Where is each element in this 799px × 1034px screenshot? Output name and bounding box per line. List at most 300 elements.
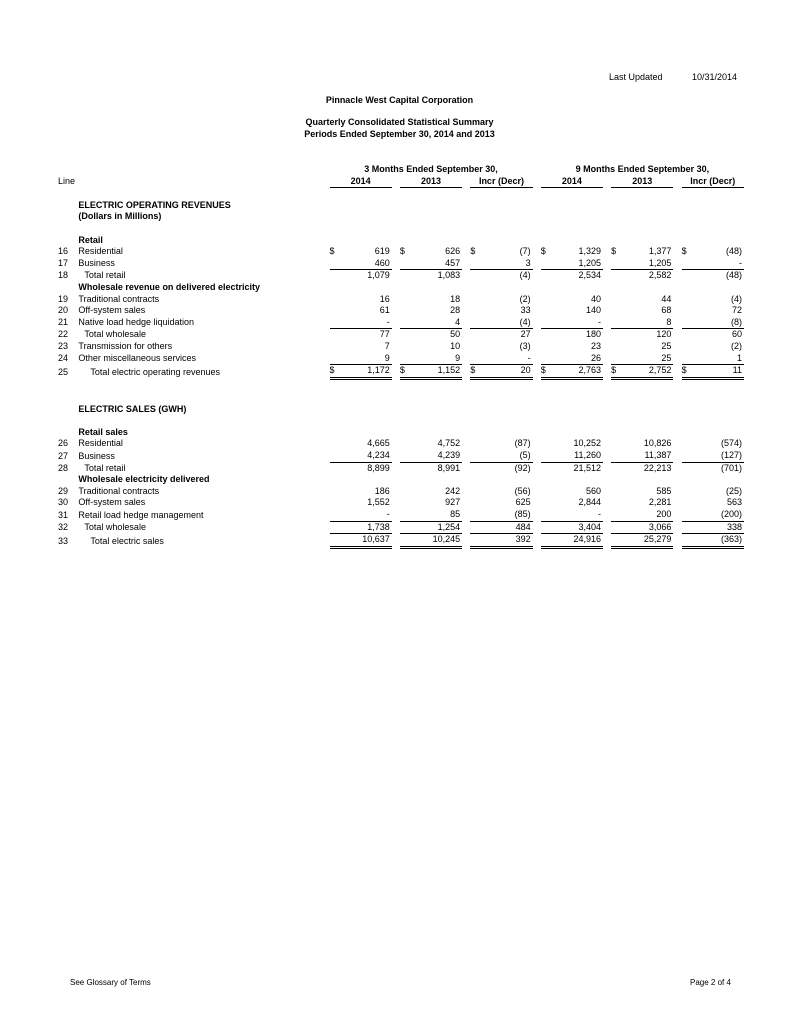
currency-sign: [400, 497, 410, 509]
cell-value: (2): [519, 293, 531, 304]
row-label: Total electric operating revenues: [90, 366, 220, 377]
cell-value: 180: [585, 329, 601, 340]
line-number: 27: [58, 450, 69, 461]
cell-value: 560: [585, 485, 601, 496]
wholesale-heading: Wholesale revenue on delivered electricity: [78, 281, 260, 292]
currency-sign: $: [329, 246, 335, 257]
cell-value: (48): [725, 270, 742, 281]
line-number: 26: [58, 438, 69, 449]
currency-sign: [400, 450, 410, 462]
cell-value: 585: [656, 485, 672, 496]
cell-value: (574): [720, 438, 742, 449]
cell-value: (4): [481, 317, 533, 329]
cell-value: -: [340, 317, 392, 329]
row-label: Total wholesale: [84, 329, 146, 340]
last-updated-label: Last Updated: [609, 72, 663, 82]
currency-sign: [541, 258, 551, 270]
currency-sign: [330, 270, 340, 282]
cell-value: (92): [514, 462, 531, 473]
line-number: 31: [58, 509, 69, 520]
currency-sign: [330, 438, 340, 450]
cell-value: -: [481, 353, 533, 365]
cell-value: 4,239: [410, 450, 462, 462]
currency-sign: [330, 353, 340, 365]
cell-value: 338: [692, 521, 744, 534]
sales-retail-rows: [58, 438, 744, 474]
cell-value: 1,079: [367, 270, 390, 281]
table-row: [58, 258, 744, 270]
cell-value: 33: [520, 305, 531, 316]
currency-sign: [611, 341, 621, 353]
line-number: 19: [58, 293, 69, 304]
line-number: 30: [58, 497, 69, 508]
cell-value: 44: [661, 293, 672, 304]
cell-value: 22,213: [643, 462, 672, 473]
line-number: 18: [58, 270, 69, 281]
cell-value: 11: [692, 365, 744, 379]
cell-value: 11,387: [621, 450, 673, 462]
currency-sign: [541, 438, 551, 450]
currency-sign: [330, 509, 340, 521]
retail-heading: Retail: [78, 234, 103, 245]
col-9m-2014: 2014: [541, 176, 603, 188]
currency-sign: [330, 486, 340, 498]
line-number: 23: [58, 340, 69, 351]
cell-value: 25: [661, 340, 672, 351]
cell-value: 18: [450, 293, 461, 304]
cell-value: 25,279: [621, 534, 673, 548]
cell-value: 1,738: [340, 521, 392, 534]
glossary-note: See Glossary of Terms: [70, 978, 151, 987]
cell-value: 9: [410, 353, 462, 365]
cell-value: (200): [692, 509, 744, 521]
cell-value: 23: [590, 340, 601, 351]
cell-value: -: [551, 317, 603, 329]
currency-sign: [470, 270, 480, 282]
company-title: Pinnacle West Capital Corporation: [325, 95, 474, 105]
row-label: Total retail: [84, 462, 126, 473]
currency-sign: [611, 486, 621, 498]
cell-value: 2,844: [578, 497, 601, 508]
currency-sign: [541, 509, 551, 521]
revenue-wholesale-rows: [58, 294, 744, 379]
currency-sign: [682, 497, 692, 509]
currency-sign: $: [541, 365, 551, 379]
currency-sign: [330, 341, 340, 353]
table-row: [58, 534, 744, 548]
currency-sign: [470, 450, 480, 462]
currency-sign: [611, 462, 621, 474]
cell-value: 1,254: [410, 521, 462, 534]
currency-sign: [330, 294, 340, 306]
row-label: Residential: [78, 246, 123, 257]
currency-sign: [400, 305, 410, 317]
currency-sign: [541, 270, 551, 282]
currency-sign: [611, 497, 621, 509]
currency-sign: [400, 317, 410, 329]
col-3m-2013: 2013: [400, 176, 462, 188]
cell-value: 1,377: [648, 246, 672, 257]
cell-value: 1,172: [340, 365, 392, 379]
currency-sign: [682, 462, 692, 474]
currency-sign: [682, 317, 692, 329]
page-number: Page 2 of 4: [690, 978, 731, 987]
line-number: 28: [58, 462, 69, 473]
currency-sign: [541, 317, 551, 329]
cell-value: 10,826: [643, 438, 672, 449]
table-row: [58, 486, 744, 498]
currency-sign: [330, 305, 340, 317]
cell-value: (127): [692, 450, 744, 462]
cell-value: 1,083: [437, 270, 461, 281]
cell-value: (5): [481, 450, 533, 462]
row-label: Business: [78, 450, 115, 461]
line-number: 33: [58, 535, 69, 546]
row-label: Traditional contracts: [78, 485, 160, 496]
cell-value: 460: [340, 258, 392, 270]
cell-value: 4,665: [367, 438, 390, 449]
currency-sign: [400, 521, 410, 534]
currency-sign: [611, 521, 621, 534]
cell-value: 2,752: [621, 365, 673, 379]
table-row: [58, 438, 744, 450]
statistics-table: [58, 164, 744, 549]
currency-sign: [541, 497, 551, 509]
currency-sign: [682, 450, 692, 462]
currency-sign: [330, 317, 340, 329]
line-number: 22: [58, 329, 69, 340]
cell-value: 10,637: [340, 534, 392, 548]
currency-sign: [470, 509, 480, 521]
cell-value: 20: [481, 365, 533, 379]
currency-sign: [611, 509, 621, 521]
cell-value: 1: [692, 353, 744, 365]
currency-sign: [330, 521, 340, 534]
column-group-header: [58, 164, 744, 176]
currency-sign: [400, 258, 410, 270]
currency-sign: [682, 258, 692, 270]
currency-sign: [470, 438, 480, 450]
cell-value: 4,234: [340, 450, 392, 462]
line-number: 32: [58, 522, 69, 533]
cell-value: 186: [374, 485, 390, 496]
currency-sign: [400, 438, 410, 450]
cell-value: 4: [410, 317, 462, 329]
line-number: 24: [58, 353, 69, 363]
table-row: [58, 450, 744, 462]
table-row: [58, 462, 744, 474]
cell-value: (8): [692, 317, 744, 329]
col-9m-2013: 2013: [611, 176, 673, 188]
cell-value: (87): [514, 438, 531, 449]
cell-value: 242: [445, 485, 461, 496]
line-number: 20: [58, 305, 69, 316]
currency-sign: [682, 294, 692, 306]
currency-sign: $: [330, 365, 340, 379]
sales-heading: ELECTRIC SALES (GWH): [78, 403, 187, 414]
currency-sign: [541, 534, 551, 548]
line-header: Line: [58, 176, 76, 187]
currency-sign: [400, 294, 410, 306]
line-number: 17: [58, 258, 69, 269]
currency-sign: [470, 305, 480, 317]
currency-sign: [470, 353, 480, 365]
cell-value: 72: [731, 305, 742, 316]
row-label: Native load hedge liquidation: [78, 317, 194, 328]
cell-value: 21,512: [573, 462, 601, 473]
currency-sign: [611, 353, 621, 365]
currency-sign: [330, 329, 340, 341]
currency-sign: [470, 341, 480, 353]
currency-sign: [541, 521, 551, 534]
currency-sign: [400, 341, 410, 353]
table-row: [58, 329, 744, 341]
cell-value: 27: [520, 329, 531, 340]
cell-value: 484: [481, 521, 533, 534]
cell-value: 625: [515, 497, 531, 508]
cell-value: 61: [379, 305, 390, 316]
currency-sign: $: [611, 365, 621, 379]
currency-sign: [611, 305, 621, 317]
cell-value: 3,404: [551, 521, 603, 534]
cell-value: 60: [731, 329, 742, 340]
currency-sign: [541, 294, 551, 306]
currency-sign: $: [611, 246, 617, 257]
col-9m-incr: Incr (Decr): [682, 176, 744, 188]
currency-sign: [611, 317, 621, 329]
cell-value: (7): [519, 246, 531, 257]
currency-sign: [400, 353, 410, 365]
cell-value: 26: [551, 353, 603, 365]
currency-sign: [470, 462, 480, 474]
table-row: [58, 521, 744, 534]
currency-sign: [541, 486, 551, 498]
currency-sign: [541, 341, 551, 353]
row-label: Total retail: [84, 270, 126, 281]
cell-value: (3): [519, 340, 531, 351]
currency-sign: [330, 497, 340, 509]
cell-value: 1,552: [367, 497, 390, 508]
cell-value: 25: [621, 353, 673, 365]
report-period: Periods Ended September 30, 2014 and 2013: [304, 129, 495, 139]
currency-sign: [611, 438, 621, 450]
currency-sign: [682, 521, 692, 534]
cell-value: 619: [374, 246, 390, 257]
row-label: Off-system sales: [78, 305, 146, 316]
currency-sign: $: [399, 246, 405, 257]
currency-sign: [400, 329, 410, 341]
cell-value: 2,582: [648, 270, 672, 281]
cell-value: 927: [445, 497, 461, 508]
cell-value: 1,205: [551, 258, 603, 270]
cell-value: 4,752: [437, 438, 461, 449]
currency-sign: [541, 305, 551, 317]
currency-sign: $: [682, 365, 692, 379]
table-row: [58, 270, 744, 282]
currency-sign: [611, 258, 621, 270]
table-row: [58, 353, 744, 365]
cell-value: 563: [726, 497, 742, 508]
column-header: [58, 176, 744, 188]
currency-sign: [682, 353, 692, 365]
currency-sign: [470, 497, 480, 509]
cell-value: 7: [384, 340, 390, 351]
row-label: Residential: [78, 438, 123, 449]
currency-sign: $: [540, 246, 546, 257]
row-label: Traditional contracts: [78, 293, 160, 304]
cell-value: (363): [692, 534, 744, 548]
line-number: 25: [58, 366, 69, 377]
col-3m-2014: 2014: [330, 176, 392, 188]
line-number: 21: [58, 317, 69, 328]
currency-sign: [682, 341, 692, 353]
table-row: [58, 341, 744, 353]
currency-sign: [611, 534, 621, 548]
cell-value: 10: [450, 340, 461, 351]
row-label: Off-system sales: [78, 497, 146, 508]
currency-sign: [682, 270, 692, 282]
currency-sign: [400, 486, 410, 498]
cell-value: 77: [379, 329, 390, 340]
table-row: [58, 365, 744, 379]
col-3m-incr: Incr (Decr): [470, 176, 532, 188]
cell-value: (701): [720, 462, 742, 473]
report-subtitle: Quarterly Consolidated Statistical Summary: [305, 117, 494, 127]
currency-sign: [682, 534, 692, 548]
currency-sign: [470, 534, 480, 548]
currency-sign: $: [400, 365, 410, 379]
currency-sign: [470, 258, 480, 270]
currency-sign: $: [470, 365, 480, 379]
cell-value: 3,066: [621, 521, 673, 534]
cell-value: 626: [445, 246, 461, 257]
cell-value: 2,534: [578, 270, 601, 281]
cell-value: 457: [410, 258, 462, 270]
cell-value: (25): [725, 485, 742, 496]
currency-sign: [470, 521, 480, 534]
group-9-months: 9 Months Ended September 30,: [575, 164, 710, 174]
currency-sign: [541, 329, 551, 341]
cell-value: 392: [481, 534, 533, 548]
currency-sign: [330, 462, 340, 474]
cell-value: 10,252: [573, 438, 601, 449]
cell-value: (85): [481, 509, 533, 521]
cell-value: 8,899: [367, 462, 390, 473]
table-row: [58, 246, 744, 258]
line-number: 16: [58, 246, 69, 257]
row-label: Transmission for others: [78, 340, 173, 351]
cell-value: -: [551, 509, 603, 521]
currency-sign: [330, 258, 340, 270]
currency-sign: [541, 450, 551, 462]
currency-sign: [541, 462, 551, 474]
cell-value: 11,260: [551, 450, 603, 462]
wholesale-sales-heading: Wholesale electricity delivered: [78, 474, 210, 485]
currency-sign: [611, 450, 621, 462]
cell-value: -: [340, 509, 392, 521]
cell-value: 24,916: [551, 534, 603, 548]
row-label: Retail load hedge management: [78, 509, 204, 520]
row-label: Other miscellaneous services: [78, 353, 196, 363]
cell-value: (56): [514, 485, 531, 496]
cell-value: 1,152: [410, 365, 462, 379]
table-row: [58, 509, 744, 521]
revenues-unit: (Dollars in Millions): [78, 211, 162, 222]
currency-sign: [682, 305, 692, 317]
cell-value: 9: [340, 353, 392, 365]
cell-value: 28: [450, 305, 461, 316]
currency-sign: [682, 509, 692, 521]
cell-value: -: [692, 258, 744, 270]
cell-value: 10,245: [410, 534, 462, 548]
cell-value: 50: [450, 329, 461, 340]
cell-value: (48): [725, 246, 742, 257]
currency-sign: [682, 438, 692, 450]
cell-value: 140: [585, 305, 601, 316]
cell-value: 1,329: [578, 246, 601, 257]
sales-wholesale-rows: [58, 486, 744, 547]
cell-value: 200: [621, 509, 673, 521]
cell-value: (4): [731, 293, 742, 304]
cell-value: 8,991: [437, 462, 461, 473]
currency-sign: [400, 270, 410, 282]
currency-sign: [400, 534, 410, 548]
currency-sign: $: [470, 246, 476, 257]
row-label: Total electric sales: [90, 535, 164, 546]
currency-sign: $: [681, 246, 687, 257]
cell-value: 85: [410, 509, 462, 521]
row-label: Total wholesale: [84, 522, 146, 533]
cell-value: 3: [481, 258, 533, 270]
cell-value: 16: [379, 293, 390, 304]
group-3-months: 3 Months Ended September 30,: [364, 164, 498, 174]
revenue-retail-rows: [58, 246, 744, 282]
currency-sign: [541, 353, 551, 365]
currency-sign: [611, 270, 621, 282]
currency-sign: [400, 509, 410, 521]
table-row: [58, 317, 744, 329]
currency-sign: [470, 486, 480, 498]
currency-sign: [470, 294, 480, 306]
currency-sign: [470, 317, 480, 329]
currency-sign: [611, 294, 621, 306]
currency-sign: [470, 329, 480, 341]
cell-value: 40: [590, 293, 601, 304]
cell-value: 2,763: [551, 365, 603, 379]
cell-value: 120: [656, 329, 672, 340]
cell-value: (4): [519, 270, 531, 281]
currency-sign: [611, 329, 621, 341]
revenues-heading: ELECTRIC OPERATING REVENUES: [78, 199, 231, 210]
table-row: [58, 305, 744, 317]
row-label: Business: [78, 258, 115, 269]
cell-value: (2): [731, 340, 742, 351]
cell-value: 8: [621, 317, 673, 329]
retail-sales-heading: Retail sales: [78, 426, 128, 437]
cell-value: 68: [661, 305, 672, 316]
currency-sign: [682, 486, 692, 498]
currency-sign: [330, 450, 340, 462]
line-number: 29: [58, 485, 69, 496]
currency-sign: [330, 534, 340, 548]
last-updated-date: 10/31/2014: [692, 72, 738, 82]
cell-value: 2,281: [648, 497, 672, 508]
table-row: [58, 294, 744, 306]
table-row: [58, 497, 744, 509]
currency-sign: [400, 462, 410, 474]
cell-value: 1,205: [621, 258, 673, 270]
currency-sign: [682, 329, 692, 341]
